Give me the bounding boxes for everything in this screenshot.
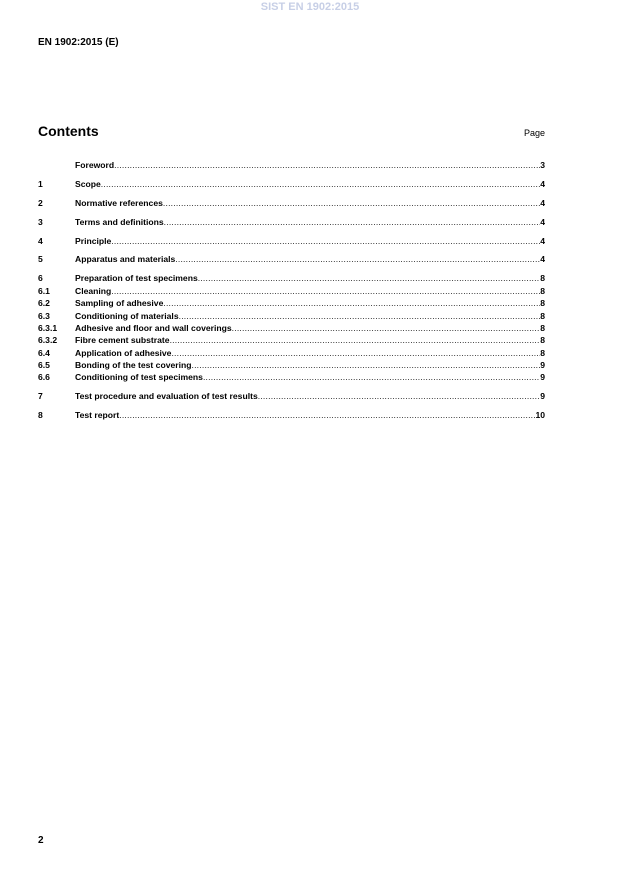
toc-leader-dots	[258, 390, 540, 402]
toc-entry-title: Foreword	[75, 160, 115, 170]
toc-entry-preparation-of-test-specimens[interactable]	[38, 272, 545, 284]
toc-entry-test-procedure[interactable]	[38, 390, 545, 402]
toc-entry-application-of-adhesive[interactable]	[38, 347, 545, 359]
toc-entry-title: Conditioning of materials	[75, 310, 179, 321]
toc-entry-conditioning-of-test-specimens[interactable]	[38, 371, 545, 383]
toc-entry-test-report[interactable]	[38, 409, 545, 421]
toc-entry-conditioning-of-materials[interactable]	[38, 310, 545, 322]
toc-entry-number: 2	[38, 197, 43, 208]
toc-entry-title: Application of adhesive	[75, 347, 172, 358]
toc-entry-page: 3	[540, 160, 545, 170]
toc-leader-dots	[111, 235, 540, 247]
toc-entry-title: Preparation of test specimens	[75, 273, 198, 284]
toc-entry-number: 6.3.1	[38, 322, 58, 333]
toc-entry-principle[interactable]	[38, 235, 545, 247]
toc-entry-number: 6.3	[38, 310, 50, 321]
toc-entry-fibre-cement-substrate[interactable]	[38, 334, 545, 346]
toc-entry-sampling-of-adhesive[interactable]	[38, 297, 545, 309]
toc-entry-number: 6.1	[38, 285, 50, 296]
toc-entry-apparatus-and-materials[interactable]	[38, 253, 545, 265]
toc-entry-number: 6.3.2	[38, 335, 58, 346]
toc-entry-page: 4	[540, 235, 545, 246]
toc-entry-page: 8	[540, 273, 545, 284]
toc-entry-title: Apparatus and materials	[75, 254, 176, 265]
toc-entry-number: 8	[38, 410, 43, 421]
toc-entry-page: 4	[540, 254, 545, 265]
toc-entry-title: Terms and definitions	[75, 216, 164, 227]
toc-leader-dots	[171, 347, 540, 359]
toc-leader-dots	[192, 359, 541, 371]
toc-entry-page: 9	[540, 391, 545, 402]
toc-entry-title: Cleaning	[75, 285, 112, 296]
toc-leader-dots	[175, 253, 540, 265]
toc-entry-page: 8	[540, 285, 545, 296]
toc-entry-number: 5	[38, 254, 43, 265]
toc-leader-dots	[163, 297, 540, 309]
toc-entry-normative-references[interactable]	[38, 197, 545, 209]
toc-entry-page: 9	[540, 372, 545, 383]
toc-leader-dots	[179, 310, 541, 322]
toc-leader-dots	[203, 371, 540, 383]
toc-entry-number: 7	[38, 391, 43, 402]
toc-entry-page: 8	[540, 322, 545, 333]
toc-entry-number: 4	[38, 235, 43, 246]
toc-entry-title: Sampling of adhesive	[75, 298, 164, 309]
table-of-contents	[38, 159, 545, 422]
toc-leader-dots	[114, 159, 540, 171]
toc-entry-bonding-of-test-covering[interactable]	[38, 359, 545, 371]
toc-entry-cleaning[interactable]	[38, 285, 545, 297]
toc-entry-page: 4	[540, 178, 545, 189]
toc-entry-title: Adhesive and floor and wall coverings	[75, 322, 232, 333]
toc-entry-page: 8	[540, 310, 545, 321]
toc-entry-foreword[interactable]	[38, 159, 545, 171]
toc-entry-page: 8	[540, 347, 545, 358]
toc-entry-scope[interactable]	[38, 178, 545, 190]
toc-entry-number: 3	[38, 216, 43, 227]
toc-entry-title: Conditioning of test specimens	[75, 372, 203, 383]
toc-entry-title: Scope	[75, 178, 101, 189]
toc-leader-dots	[163, 197, 540, 209]
toc-entry-title: Bonding of the test covering	[75, 360, 192, 371]
watermark: SIST EN 1902:2015	[260, 1, 360, 13]
toc-entry-title: Principle	[75, 235, 112, 246]
toc-leader-dots	[198, 272, 540, 284]
toc-entry-page: 9	[540, 360, 545, 371]
toc-leader-dots	[111, 285, 540, 297]
toc-entry-number: 1	[38, 178, 43, 189]
toc-entry-number: 6	[38, 273, 43, 284]
toc-entry-page: 8	[540, 298, 545, 309]
document-header: EN 1902:2015 (E)	[38, 37, 119, 48]
toc-leader-dots	[164, 216, 541, 228]
toc-entry-title: Fibre cement substrate	[75, 335, 170, 346]
toc-entry-page: 4	[540, 216, 545, 227]
toc-leader-dots	[101, 178, 540, 190]
toc-entry-terms-and-definitions[interactable]	[38, 216, 545, 228]
toc-leader-dots	[119, 409, 535, 421]
toc-entry-number: 6.5	[38, 360, 50, 371]
toc-entry-number: 6.6	[38, 372, 50, 383]
toc-entry-title: Test procedure and evaluation of test results	[75, 391, 258, 402]
toc-entry-page: 10	[535, 410, 545, 421]
toc-entry-title: Test report	[75, 410, 120, 421]
toc-entry-number: 6.2	[38, 298, 50, 309]
toc-entry-adhesive-and-coverings[interactable]	[38, 322, 545, 334]
page-column-label: Page	[523, 128, 545, 138]
toc-entry-number: 6.4	[38, 347, 50, 358]
toc-entry-page: 8	[540, 335, 545, 346]
toc-entry-title: Normative references	[75, 197, 163, 208]
footer-page-number: 2	[38, 835, 44, 846]
toc-leader-dots	[232, 322, 541, 334]
toc-leader-dots	[170, 334, 541, 346]
toc-entry-page: 4	[540, 197, 545, 208]
contents-title: Contents	[38, 123, 99, 139]
